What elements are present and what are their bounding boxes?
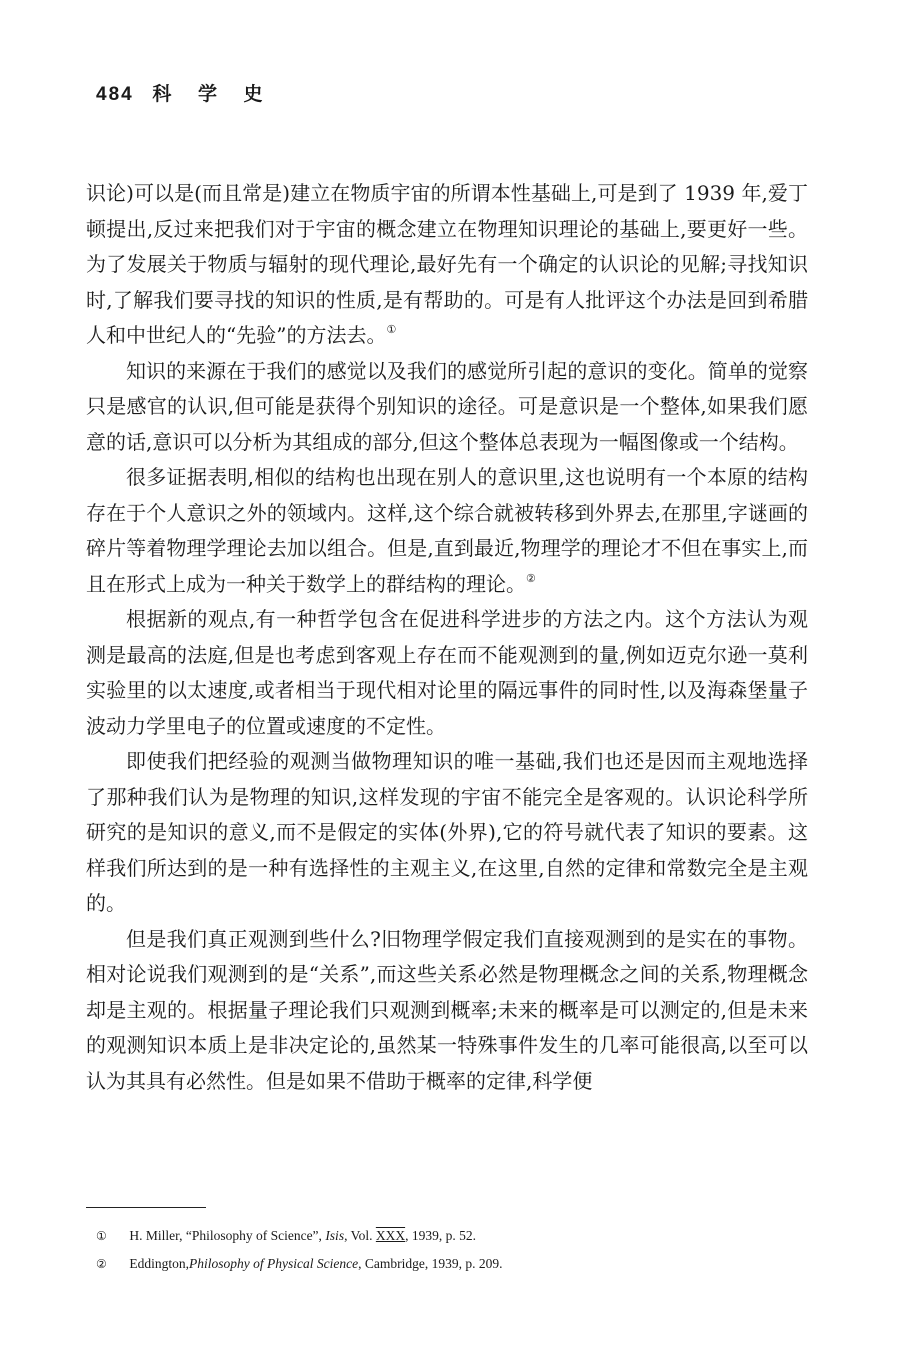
body-text bbox=[86, 176, 808, 1099]
running-header bbox=[96, 79, 273, 106]
footnote-ref-2[interactable]: ② bbox=[526, 571, 536, 585]
footnotes bbox=[96, 1222, 796, 1278]
book-title: 科 学 史 bbox=[152, 83, 273, 105]
footnote-volume-label: Vol. bbox=[350, 1228, 373, 1243]
footnote-title: Philosophy of Physical Science bbox=[189, 1256, 359, 1271]
footnote-author: H. Miller, bbox=[129, 1228, 183, 1243]
paragraph: 知识的来源在于我们的感觉以及我们的感觉所引起的意识的变化。简单的觉察只是感官的认识,但可能是获得个别知识的途径。可是意识是一个整体,如果我们愿意的话,意识可以分析为其组成的部分,但这个整体总表现为一幅图像或一个结构。 bbox=[86, 358, 808, 454]
footnote-rest: , 1939, p. 52. bbox=[405, 1228, 476, 1243]
footnote-divider bbox=[86, 1207, 206, 1208]
paragraph-continued: 识论)可以是(而且常是)建立在物质宇宙的所谓本性基础上,可是到了 1939 年,爱丁顿提出,反过来把我们对于宇宙的概念建立在物理知识理论的基础上,要更好一些。为了发展关于物质与辐射的现代理论,最好先有一个确定的认识论的见解;寻找知识时,了解我们要寻找的知识的性质,是有帮助的。可是有人批评这个办法是回到希腊人和中世纪人的“先验”的方法去。① bbox=[86, 181, 808, 347]
paragraph: 但是我们真正观测到些什么?旧物理学假定我们直接观测到的是实在的事物。相对论说我们观测到的是“关系”,而这些关系必然是物理概念之间的关系,物理概念却是主观的。根据量子理论我们只观测到概率;未来的概率是可以测定的,但是未来的观测知识本质上是非决定论的,虽然某一特殊事件发生的几率可能很高,以至可以认为其具有必然性。但是如果不借助于概率的定律,科学便 bbox=[86, 926, 808, 1093]
footnote-ref-1[interactable]: ① bbox=[386, 323, 397, 336]
paragraph: 根据新的观点,有一种哲学包含在促进科学进步的方法之内。这个方法认为观测是最高的法庭,但是也考虑到客观上存在而不能观测到的量,例如迈克尔逊一莫利实验里的以太速度,或者相当于现代相对论里的隔远事件的同时性,以及海森堡量子波动力学里电子的位置或速度的不定性。 bbox=[86, 607, 808, 738]
footnote-1: ① H. Miller, “Philosophy of Science”, Isis, Vol. XXX, 1939, p. 52. bbox=[96, 1222, 796, 1250]
footnote-author: Eddington, bbox=[129, 1256, 189, 1271]
footnote-rest: , Cambridge, 1939, p. 209. bbox=[358, 1256, 503, 1271]
footnote-2 bbox=[96, 1250, 796, 1278]
footnote-mark: ② bbox=[96, 1257, 107, 1271]
paragraph: 很多证据表明,相似的结构也出现在别人的意识里,这也说明有一个本原的结构存在于个人意识之外的领域内。这样,这个综合就被转移到外界去,在那里,字谜画的碎片等着物理学理论去加以组合。但是,直到最近,物理学的理论才不但在事实上,而且在形式上成为一种关于数学上的群结构的理论。② bbox=[86, 465, 808, 596]
paragraph: 即使我们把经验的观测当做物理知识的唯一基础,我们也还是因而主观地选择了那种我们认为是物理的知识,这样发现的宇宙不能完全是客观的。认识论科学所研究的是知识的意义,而不是假定的实体(外界),它的符号就代表了知识的要素。这样我们所达到的是一种有选择性的主观主义,在这里,自然的定律和常数完全是主观的。 bbox=[86, 749, 808, 915]
footnote-volume: XXX bbox=[375, 1228, 406, 1243]
footnote-mark: ① bbox=[96, 1229, 107, 1243]
footnote-journal: Isis bbox=[325, 1228, 345, 1243]
footnote-title: “Philosophy of Science”, bbox=[185, 1228, 322, 1243]
page-number: 484 bbox=[96, 84, 134, 105]
